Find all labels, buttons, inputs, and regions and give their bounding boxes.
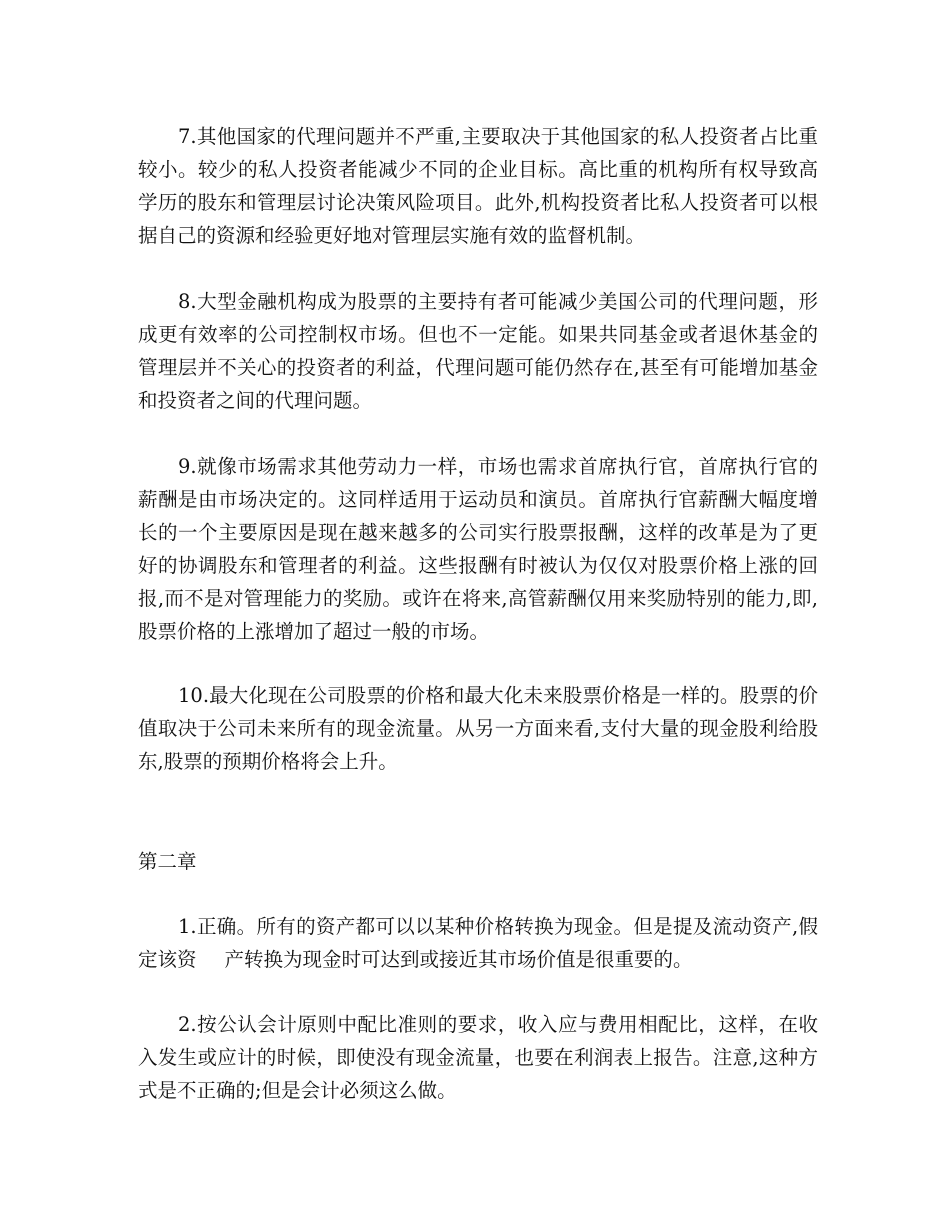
paragraph-8-text: 8.大型金融机构成为股票的主要持有者可能减少美国公司的代理问题，形成更有效率的公司控制权市场。但也不一定能。如果共同基金或者退休基金的管理层并不关心的投资者的利益，代理问题可能仍然存在,甚至有可能增加基金和投资者之间的代理问题。 [138, 290, 818, 412]
chapter2-paragraph-1-text-part2: 产转换为现金时可达到或接近其市场价值是很重要的。 [224, 948, 693, 971]
chapter2-paragraph-2 [138, 1008, 818, 1107]
paragraph-8 [138, 285, 818, 417]
chapter2-paragraph-2-text: 2.按公认会计原则中配比准则的要求，收入应与费用相配比，这样，在收入发生或应计的时候，即使没有现金流量，也要在利润表上报告。注意,这种方式是不正确的;但是会计必须这么做。 [138, 1013, 818, 1102]
paragraph-9 [138, 450, 818, 648]
paragraph-7-text: 7.其他国家的代理问题并不严重,主要取决于其他国家的私人投资者占比重较小。较少的私人投资者能减少不同的企业目标。高比重的机构所有权导致高学历的股东和管理层讨论决策风险项目。此外,机构投资者比私人投资者可以根据自己的资源和经验更好地对管理层实施有效的监督机制。 [138, 125, 818, 247]
paragraph-9-text: 9.就像市场需求其他劳动力一样，市场也需求首席执行官，首席执行官的薪酬是由市场决定的。这同样适用于运动员和演员。首席执行官薪酬大幅度增长的一个主要原因是现在越来越多的公司实行股票报酬，这样的改革是为了更好的协调股东和管理者的利益。这些报酬有时被认为仅仅对股票价格上涨的回报,而不是对管理能力的奖励。或许在将来,高管薪酬仅用来奖励特别的能力,即,股票价格的上涨增加了超过一般的市场。 [138, 455, 818, 643]
chapter-heading: 第二章 [138, 850, 197, 873]
chapter2-paragraph-1 [138, 910, 818, 976]
paragraph-10 [138, 679, 818, 778]
paragraph-10-text: 10.最大化现在公司股票的价格和最大化未来股票价格是一样的。股票的价值取决于公司未来所有的现金流量。从另一方面来看,支付大量的现金股利给股东,股票的预期价格将会上升。 [138, 684, 818, 773]
paragraph-7 [138, 120, 818, 252]
chapter2-paragraph-1-text-part1: 1.正确。所有的资产都可以以某种价格转换为现金。但是提及流动资产,假定该资 [138, 915, 818, 971]
